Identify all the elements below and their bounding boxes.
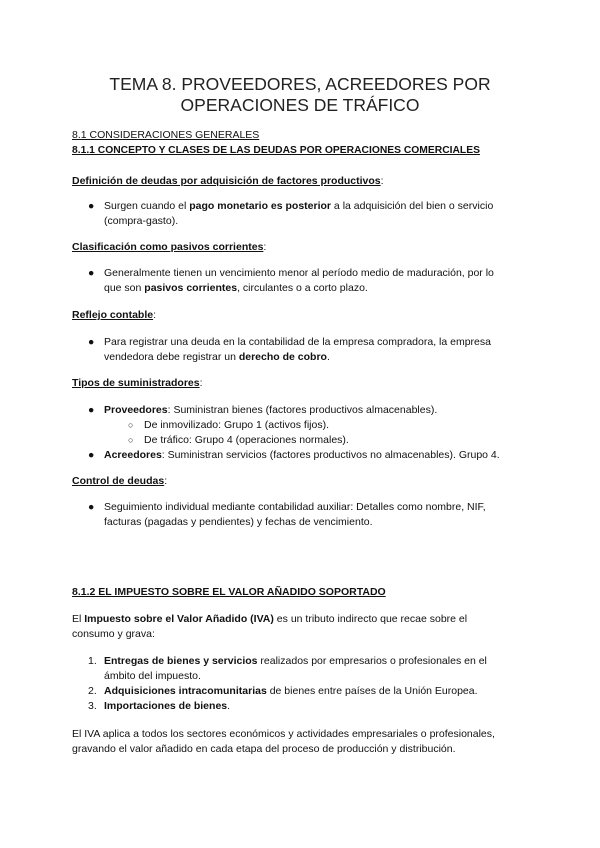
bullet-icon: ● bbox=[88, 200, 95, 212]
reflejo-heading: Reflejo contable: bbox=[72, 309, 157, 321]
bullet-icon: ● bbox=[88, 449, 95, 461]
def-heading: Definición de deudas por adquisición de factores productivos: bbox=[72, 175, 384, 187]
clas-heading: Clasificación como pasivos corrientes: bbox=[72, 241, 267, 253]
title-line-1: TEMA 8. PROVEEDORES, ACREEDORES POR bbox=[109, 74, 491, 94]
bullet-icon: ● bbox=[88, 404, 95, 416]
bullet-icon: ● bbox=[88, 336, 95, 348]
section-8-1-heading: 8.1 CONSIDERACIONES GENERALES bbox=[72, 129, 260, 141]
title-line-2: OPERACIONES DE TRÁFICO bbox=[180, 95, 420, 115]
circle-bullet-icon: ○ bbox=[128, 435, 134, 445]
section-8-1-2-heading: 8.1.2 EL IMPUESTO SOBRE EL VALOR AÑADIDO SOPORTADO bbox=[72, 586, 386, 598]
page-title bbox=[72, 74, 528, 116]
bullet-icon: ● bbox=[88, 267, 95, 279]
bullet-icon: ● bbox=[88, 501, 95, 513]
circle-bullet-icon: ○ bbox=[128, 420, 134, 430]
iva-outro: El IVA aplica a todos los sectores económicos y actividades empresariales o profesionales, gravando el valor añadido en cada etapa del proceso de producción y distribución. bbox=[72, 728, 495, 755]
control-heading: Control de deudas: bbox=[72, 475, 168, 487]
tipos-heading: Tipos de suministradores: bbox=[72, 377, 203, 389]
section-8-1-1-heading: 8.1.1 CONCEPTO Y CLASES DE LAS DEUDAS POR OPERACIONES COMERCIALES bbox=[72, 145, 480, 156]
iva-intro: El Impuesto sobre el Valor Añadido (IVA) es un tributo indirecto que recae sobre el consumo y grava: bbox=[72, 613, 468, 640]
